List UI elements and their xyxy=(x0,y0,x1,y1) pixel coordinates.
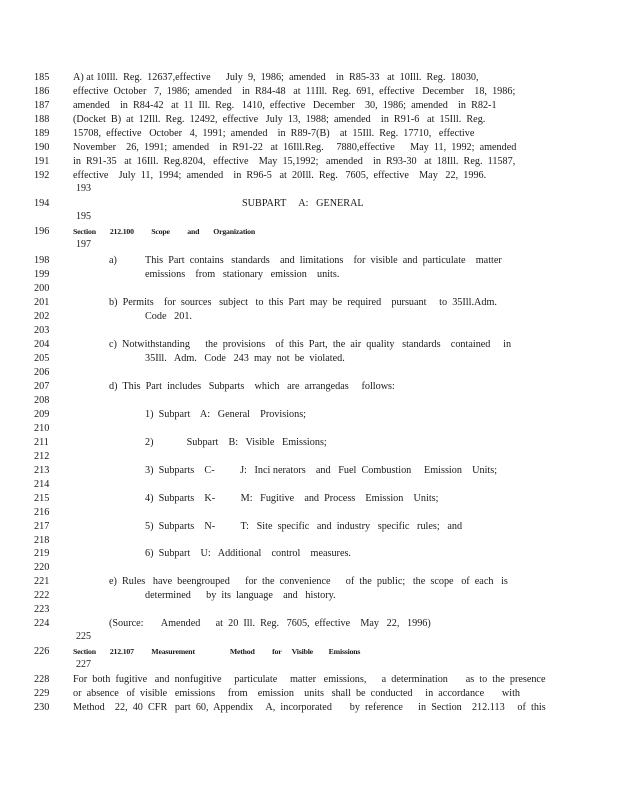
line-number: 196 xyxy=(34,226,50,237)
text-line xyxy=(0,113,618,126)
line-text: (Docket B) at 12Ill. Reg. 12492, effective July 13, 1988; amended in R91-6 at 15Ill. Reg. xyxy=(73,114,486,125)
text-line xyxy=(0,85,618,98)
text-line xyxy=(0,673,618,686)
stray-line-number: 227 xyxy=(76,659,91,670)
line-text: 35Ill. Adm. Code 243 may not be violated. xyxy=(145,353,345,364)
line-number: 222 xyxy=(34,590,50,601)
text-line xyxy=(0,282,618,295)
text-line xyxy=(0,408,618,421)
line-number: 212 xyxy=(34,451,50,462)
subpart-heading xyxy=(0,197,618,210)
line-number: 216 xyxy=(34,507,50,518)
text-line xyxy=(0,547,618,560)
text-line xyxy=(0,99,618,112)
source-note: (Source: Amended at 20 Ill. Reg. 7605, effective May 22, 1996) xyxy=(109,618,431,629)
text-line xyxy=(0,464,618,477)
text-line xyxy=(0,561,618,574)
line-number: 210 xyxy=(34,423,50,434)
section-heading xyxy=(0,645,618,658)
text-line xyxy=(0,478,618,491)
line-text: 1) Subpart A: General Provisions; xyxy=(145,409,307,420)
line-number: 198 xyxy=(34,255,50,266)
text-line xyxy=(0,254,618,267)
stray-line-number: 225 xyxy=(76,631,91,642)
stray-line-number: 197 xyxy=(76,239,91,250)
line-number: 203 xyxy=(34,325,50,336)
line-number: 218 xyxy=(34,535,50,546)
line-text: e) Rules have beengrouped for the convenience of the public; the scope of each is xyxy=(109,576,508,587)
line-number: 211 xyxy=(34,437,49,448)
text-line xyxy=(0,338,618,351)
text-line xyxy=(0,155,618,168)
text-line xyxy=(0,141,618,154)
line-text: determined by its language and history. xyxy=(145,590,336,601)
line-text: effective October 7, 1986; amended in R84-48 at 11Ill. Reg. 691, effective December 18, 1986; xyxy=(73,86,516,97)
text-line xyxy=(0,366,618,379)
heading-text: SUBPART A: GENERAL xyxy=(242,198,364,209)
text-line xyxy=(0,310,618,323)
text-line xyxy=(0,617,618,630)
line-number: 213 xyxy=(34,465,50,476)
line-text: 15708, effective October 4, 1991; amended in R89-7(B) at 15Ill. Reg. 17710, effective xyxy=(73,128,475,139)
line-text: 4) Subparts K- M: Fugitive and Process Emission Units; xyxy=(145,493,439,504)
line-number: 209 xyxy=(34,409,50,420)
line-number: 186 xyxy=(34,86,50,97)
line-number: 199 xyxy=(34,269,50,280)
line-text: 5) Subparts N- T: Site specific and industry specific rules; and xyxy=(145,521,463,532)
line-number: 214 xyxy=(34,479,50,490)
line-number: 226 xyxy=(34,646,50,657)
line-number: 229 xyxy=(34,688,50,699)
line-number: 187 xyxy=(34,100,50,111)
line-text: Code 201. xyxy=(145,311,192,322)
line-number: 224 xyxy=(34,618,50,629)
text-line xyxy=(0,589,618,602)
line-text: For both fugitive and nonfugitive particulate matter emissions, a determination as to the presence xyxy=(73,674,546,685)
line-text: d) This Part includes Subparts which are arrangedas follows: xyxy=(109,381,395,392)
line-number: 202 xyxy=(34,311,50,322)
text-line xyxy=(0,520,618,533)
text-line xyxy=(0,701,618,714)
text-line xyxy=(0,436,618,449)
line-number: 219 xyxy=(34,548,50,559)
section-heading xyxy=(0,225,618,238)
line-number: 220 xyxy=(34,562,50,573)
line-text: in R91-35 at 16Ill. Reg.8204, effective May 15,1992; amended in R93-30 at 18Ill. Reg. 11587, xyxy=(73,156,516,167)
line-number: 221 xyxy=(34,576,50,587)
line-text: Method 22, 40 CFR part 60, Appendix A, incorporated by reference in Section 212.113 of this xyxy=(73,702,546,713)
line-number: 190 xyxy=(34,142,50,153)
text-line xyxy=(0,268,618,281)
line-text: 3) Subparts C- J: Inci nerators and Fuel Combustion Emission Units; xyxy=(145,465,498,476)
line-text: A) at 10Ill. Reg. 12637,effective July 9, 1986; amended in R85-33 at 10Ill. Reg. 18030, xyxy=(73,72,479,83)
line-text: This Part contains standards and limitations for visible and particulate matter xyxy=(145,255,502,266)
text-line xyxy=(0,506,618,519)
line-number: 223 xyxy=(34,604,50,615)
text-line xyxy=(0,575,618,588)
line-number: 217 xyxy=(34,521,50,532)
line-number: 205 xyxy=(34,353,50,364)
text-line xyxy=(0,534,618,547)
line-number: 188 xyxy=(34,114,50,125)
line-number: 230 xyxy=(34,702,50,713)
line-number: 185 xyxy=(34,72,50,83)
line-number: 208 xyxy=(34,395,50,406)
line-text: emissions from stationary emission units. xyxy=(145,269,340,280)
text-line xyxy=(0,380,618,393)
text-line xyxy=(0,352,618,365)
section-title: Section 212.100 Scope and Organization xyxy=(73,227,256,236)
line-number: 200 xyxy=(34,283,50,294)
stray-line-number: 193 xyxy=(76,183,91,194)
line-number: 215 xyxy=(34,493,50,504)
line-number: 206 xyxy=(34,367,50,378)
line-text: effective July 11, 1994; amended in R96-5 at 20Ill. Reg. 7605, effective May 22, 1996. xyxy=(73,170,487,181)
text-line xyxy=(0,492,618,505)
text-line xyxy=(0,450,618,463)
text-line xyxy=(0,324,618,337)
text-line xyxy=(0,296,618,309)
text-line xyxy=(0,603,618,616)
text-line xyxy=(0,394,618,407)
line-number: 192 xyxy=(34,170,50,181)
line-number: 228 xyxy=(34,674,50,685)
line-number: 204 xyxy=(34,339,50,350)
text-line xyxy=(0,127,618,140)
line-text: b) Permits for sources subject to this Part may be required pursuant to 35Ill.Adm. xyxy=(109,297,497,308)
text-line xyxy=(0,169,618,182)
line-number: 189 xyxy=(34,128,50,139)
line-text: or absence of visible emissions from emission units shall be conducted in accordance with xyxy=(73,688,521,699)
line-number: 194 xyxy=(34,198,50,209)
text-line xyxy=(0,687,618,700)
section-title: Section 212.107 Measurement Method for Visible Emissions xyxy=(73,647,361,656)
text-line xyxy=(0,71,618,84)
line-text: 6) Subpart U: Additional control measures. xyxy=(145,548,351,559)
line-text: November 26, 1991; amended in R91-22 at 16Ill.Reg. 7880,effective May 11, 1992; amended xyxy=(73,142,517,153)
line-text: amended in R84-42 at 11 Ill. Reg. 1410, effective December 30, 1986; amended in R82-1 xyxy=(73,100,497,111)
line-text: c) Notwithstanding the provisions of this Part, the air quality standards contained in xyxy=(109,339,512,350)
line-number: 207 xyxy=(34,381,50,392)
text-line xyxy=(0,422,618,435)
line-text: 2) Subpart B: Visible Emissions; xyxy=(145,437,327,448)
item-label: a) xyxy=(109,255,117,266)
line-number: 201 xyxy=(34,297,50,308)
stray-line-number: 195 xyxy=(76,211,91,222)
line-number: 191 xyxy=(34,156,50,167)
